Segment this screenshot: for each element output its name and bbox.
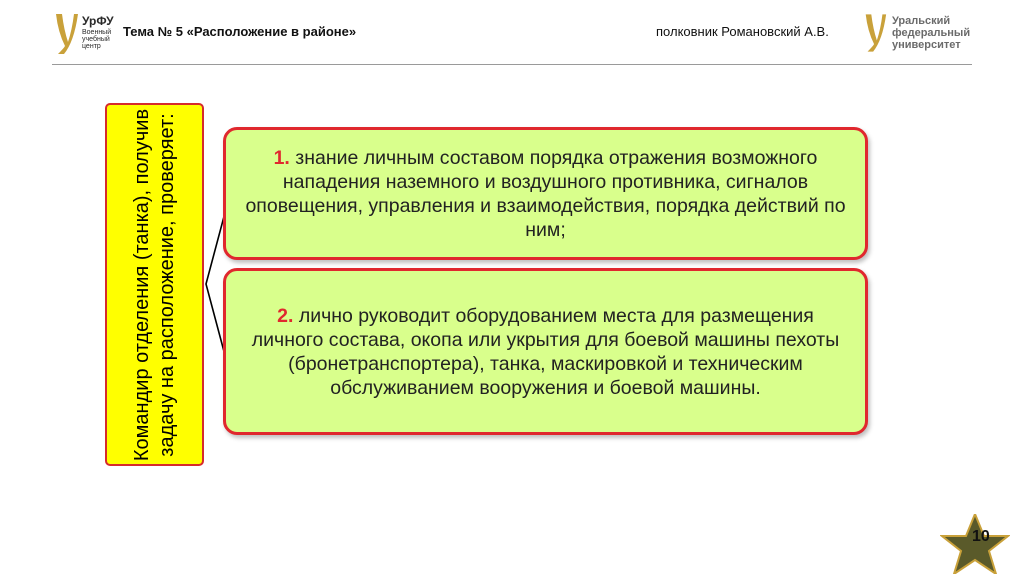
slide-topic: Тема № 5 «Расположение в районе» <box>123 24 357 39</box>
item-text: знание личным составом порядка отражения возможного нападения наземного и воздушного противника, сигналов оповещения, управления и взаимодействия, порядка действий по ним; <box>245 146 846 241</box>
urfu-logo-right <box>862 12 982 56</box>
item-number: 1. <box>273 146 290 169</box>
urfu-emblem-icon <box>52 12 80 56</box>
item-card-1 <box>223 127 868 260</box>
commander-label-text: Командир отделения (танка), получив задачу на расположение, проверяет: <box>130 108 178 461</box>
header-divider <box>52 64 972 65</box>
university-name: Уральский федеральный университет <box>892 15 971 51</box>
item-card-2 <box>223 268 868 435</box>
slide-header <box>0 0 1024 64</box>
logo-sub-text: Военный учебный центр <box>82 29 112 50</box>
item-number: 2. <box>277 304 294 327</box>
slide-author: полковник Романовский А.В. <box>656 24 829 39</box>
urfu-logo-left <box>52 12 122 58</box>
item-text: лично руководит оборудованием места для размещения личного состава, окопа или укрытия для боевой машины пехоты (бронетранспортера), танка, маскировкой и техническим обслуживанием вооружения и боевой машины. <box>251 304 840 399</box>
page-number: 10 <box>972 528 990 545</box>
commander-label-box <box>105 103 204 466</box>
urfu-emblem-icon <box>862 12 888 54</box>
logo-brand-text: УрФУ <box>82 14 114 28</box>
